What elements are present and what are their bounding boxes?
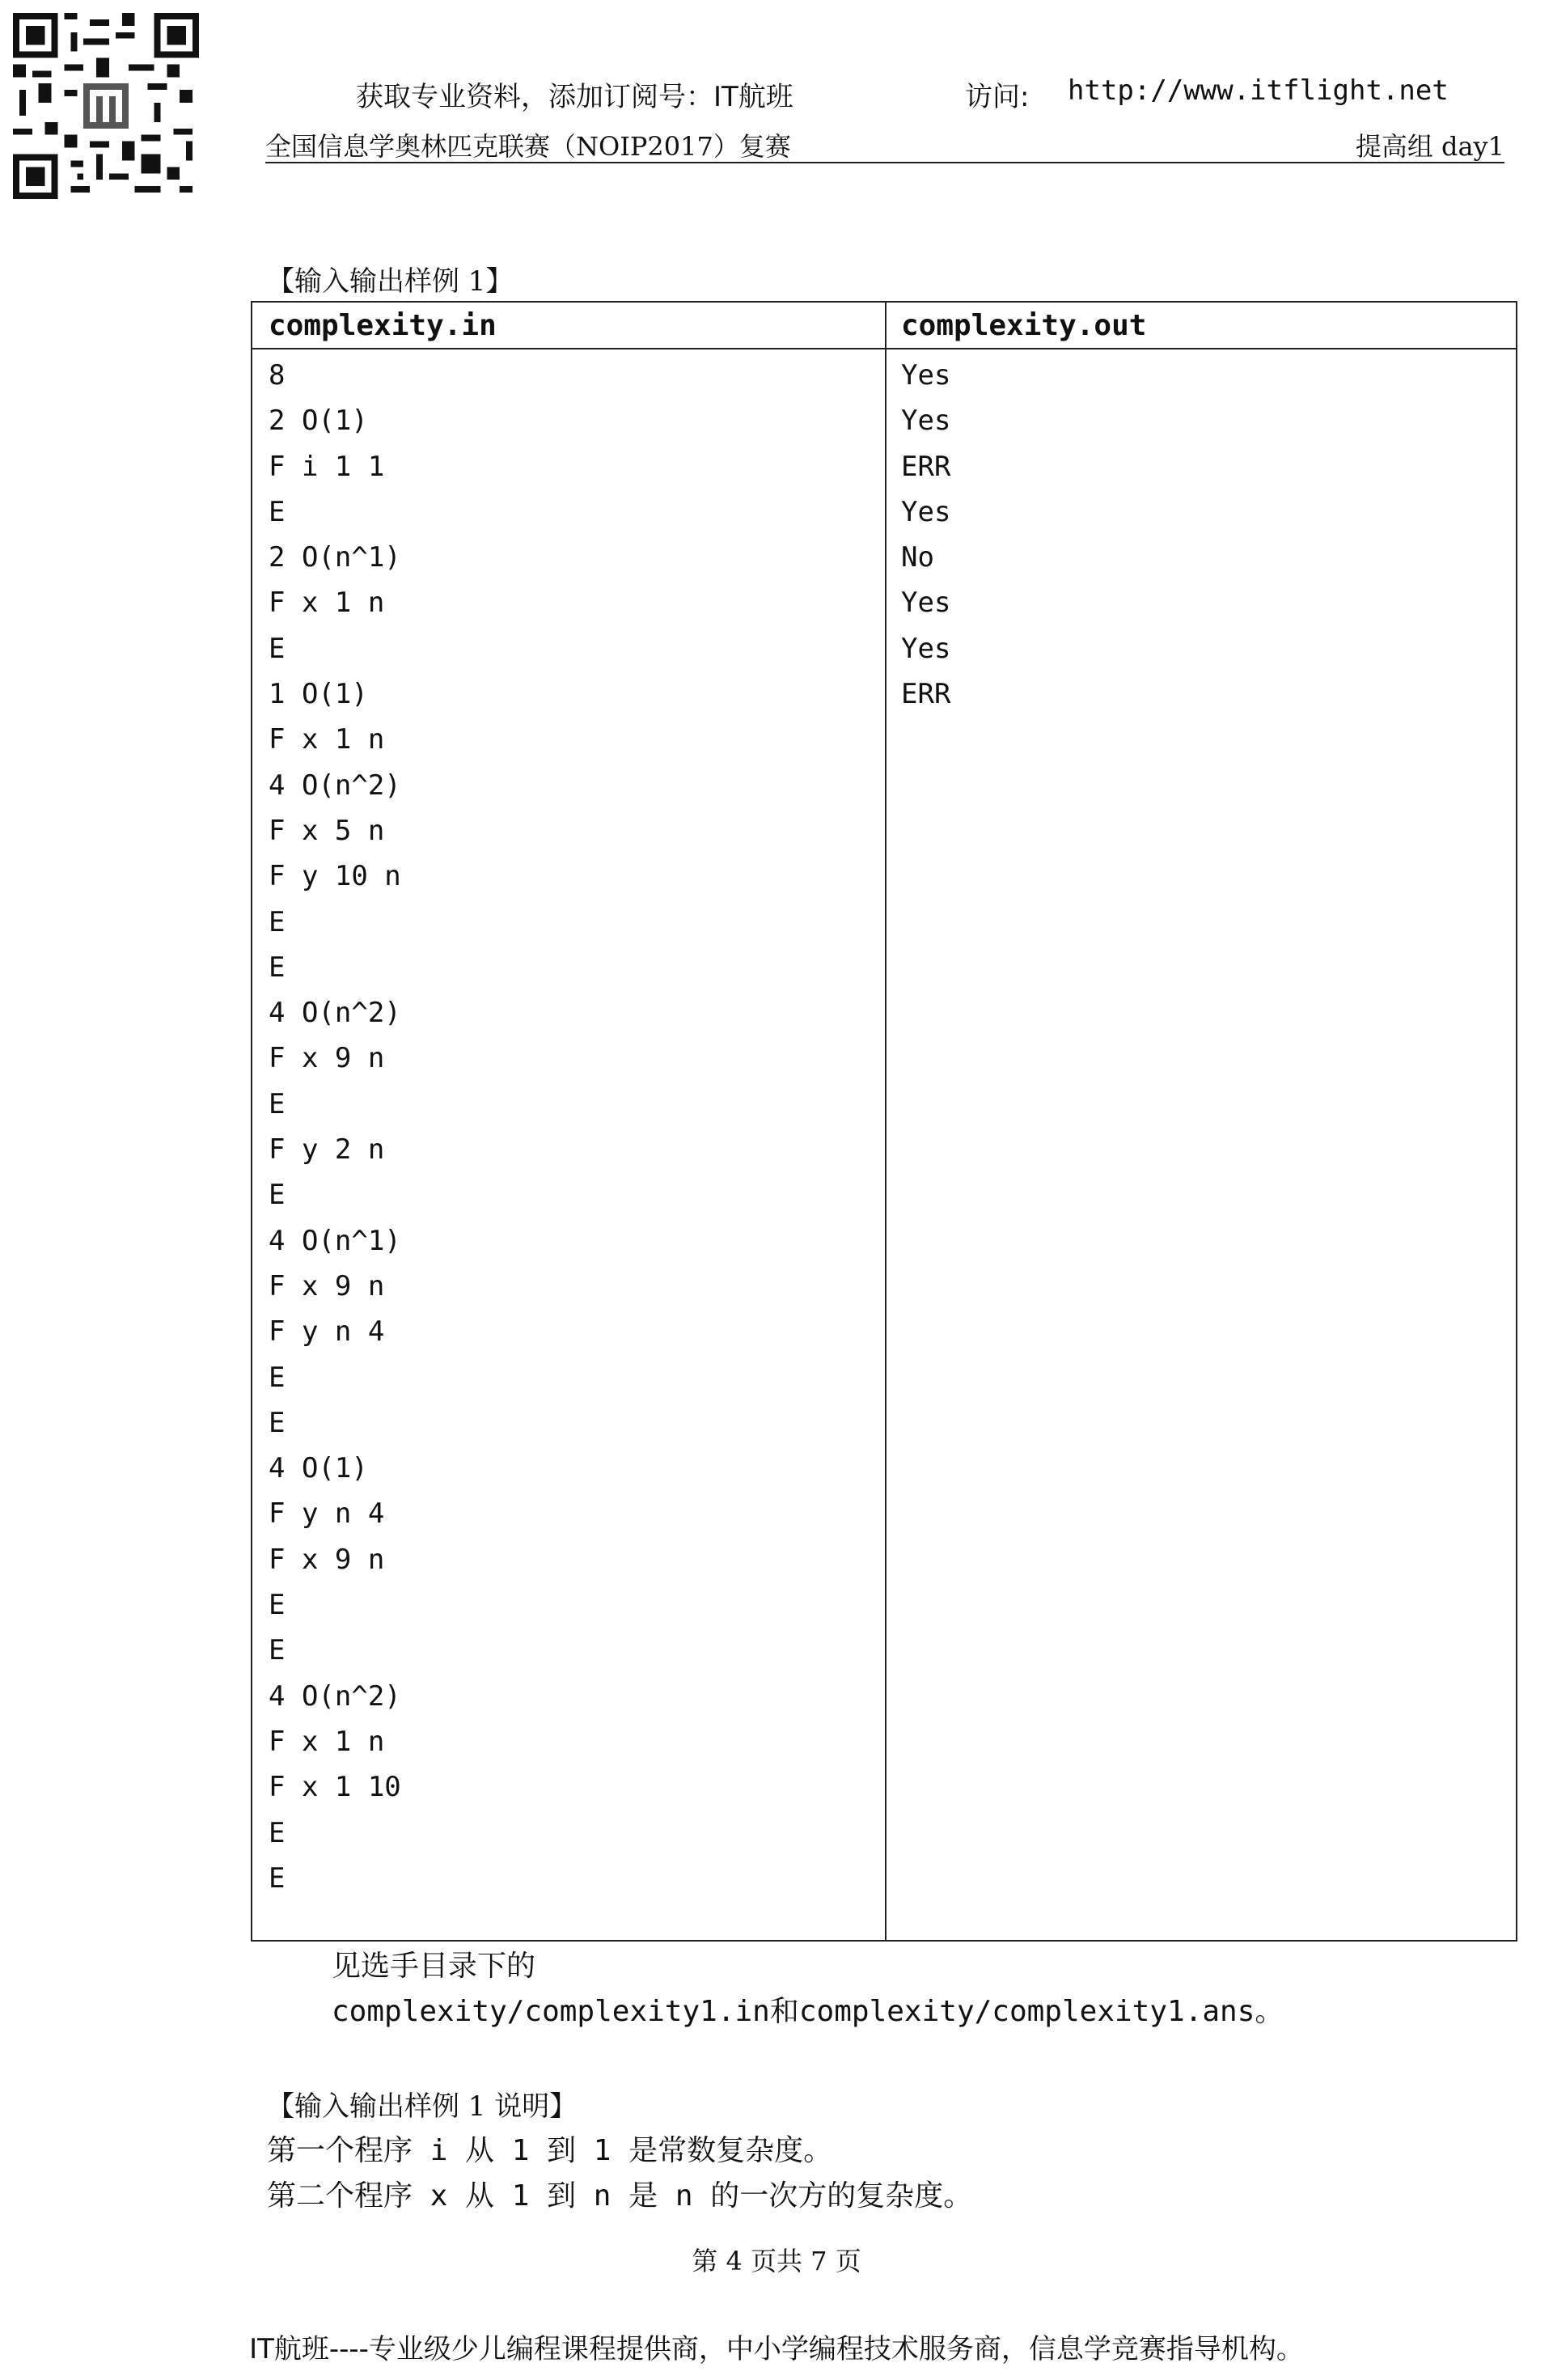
text-segment: 的一次方的复杂度。 [710, 2179, 973, 2213]
note-end: 。 [1255, 1995, 1284, 2028]
input-line: E [269, 905, 286, 938]
group-day-label: 提高组 day1 [1355, 131, 1504, 162]
answer-file-path: complexity/complexity1.ans [798, 1995, 1255, 2028]
header-rule [252, 348, 1516, 349]
input-line: F x 1 n [269, 587, 385, 620]
output-lines [901, 353, 950, 717]
input-line: F y n 4 [269, 1497, 385, 1531]
note-joiner: 和 [769, 1995, 799, 2028]
input-line: F x 9 n [269, 1543, 385, 1576]
input-line: F x 1 10 [269, 1771, 401, 1804]
contest-title: 全国信息学奥林匹克联赛（NOIP2017）复赛 [265, 131, 791, 162]
loop-end: 1 [576, 2134, 629, 2167]
input-line: E [269, 1634, 286, 1667]
input-line: F y 2 n [269, 1133, 385, 1167]
input-line: 2 O(1) [269, 404, 368, 438]
output-line: Yes [901, 404, 951, 438]
input-line: E [269, 951, 286, 984]
promo-banner [0, 74, 1553, 113]
input-line: E [269, 1589, 286, 1622]
input-line: F y n 4 [269, 1315, 385, 1349]
input-lines [269, 353, 401, 1901]
explain-line-2 [267, 2173, 972, 2214]
input-line: E [269, 1861, 286, 1895]
variable-name: x [413, 2179, 466, 2213]
input-line: F x 9 n [269, 1269, 385, 1302]
text-segment: 从 [465, 2179, 495, 2213]
output-line: Yes [901, 495, 951, 528]
output-column-header: complexity.out [901, 309, 1147, 342]
text-segment: 到 [547, 2134, 577, 2167]
loop-start: 1 [494, 2179, 548, 2213]
input-line: 1 O(1) [269, 678, 368, 711]
variable-name: i [413, 2134, 466, 2167]
input-line: E [269, 1406, 286, 1439]
sample-title: 【输入输出样例 1】 [267, 265, 514, 298]
footer-banner: IT航班----专业级少儿编程课程提供商，中小学编程技术服务商，信息学竞赛指导机构。 [249, 2333, 1304, 2365]
input-line: F i 1 1 [269, 450, 385, 483]
input-line: E [269, 1087, 286, 1120]
input-line: F x 1 n [269, 723, 385, 756]
promo-url-link[interactable]: http://www.itflight.net [1068, 74, 1449, 107]
note-line-2 [332, 1988, 1284, 2030]
promo-visit-label: 访问: [965, 81, 1030, 113]
output-line: ERR [901, 450, 951, 483]
note-line-1: 见选手目录下的 [332, 1950, 536, 1983]
input-file-path: complexity/complexity1.in [332, 1995, 770, 2028]
input-column-header: complexity.in [269, 309, 497, 342]
input-line: 4 O(n^2) [269, 997, 401, 1030]
text-segment: 第二个程序 [267, 2179, 413, 2213]
input-line: E [269, 1179, 286, 1212]
output-line: Yes [901, 587, 951, 620]
text-segment: 是常数复杂度。 [628, 2134, 833, 2167]
input-line: E [269, 1361, 286, 1394]
input-line: 4 O(n^1) [269, 1224, 401, 1257]
input-line: E [269, 632, 286, 665]
complexity-var: n [658, 2179, 711, 2213]
running-header [265, 125, 1504, 163]
input-line: F y 10 n [269, 860, 401, 893]
text-segment: 是 [628, 2179, 658, 2213]
explain-line-1 [267, 2128, 832, 2169]
sample-io-table [251, 301, 1517, 1942]
output-line: ERR [901, 678, 951, 711]
input-line: F x 1 n [269, 1725, 385, 1758]
text-segment: 第一个程序 [267, 2134, 413, 2167]
input-line: F x 9 n [269, 1042, 385, 1075]
input-line: 2 O(n^1) [269, 541, 401, 574]
explain-title: 【输入输出样例 1 说明】 [267, 2090, 578, 2123]
column-divider [885, 303, 887, 1940]
input-line: E [269, 495, 286, 528]
input-line: 8 [269, 359, 286, 392]
text-segment: 到 [547, 2179, 577, 2213]
input-line: 4 O(1) [269, 1452, 368, 1485]
page-number: 第 4 页共 7 页 [692, 2246, 861, 2276]
text-segment: 从 [465, 2134, 495, 2167]
input-line: 4 O(n^2) [269, 1679, 401, 1713]
input-line: E [269, 1816, 286, 1849]
output-line: No [901, 541, 934, 574]
input-line: 4 O(n^2) [269, 769, 401, 802]
output-line: Yes [901, 632, 951, 665]
loop-end: n [576, 2179, 629, 2213]
promo-text: 获取专业资料，添加订阅号：IT航班 [356, 81, 793, 113]
input-line: F x 5 n [269, 814, 385, 847]
loop-start: 1 [494, 2134, 548, 2167]
output-line: Yes [901, 359, 951, 392]
